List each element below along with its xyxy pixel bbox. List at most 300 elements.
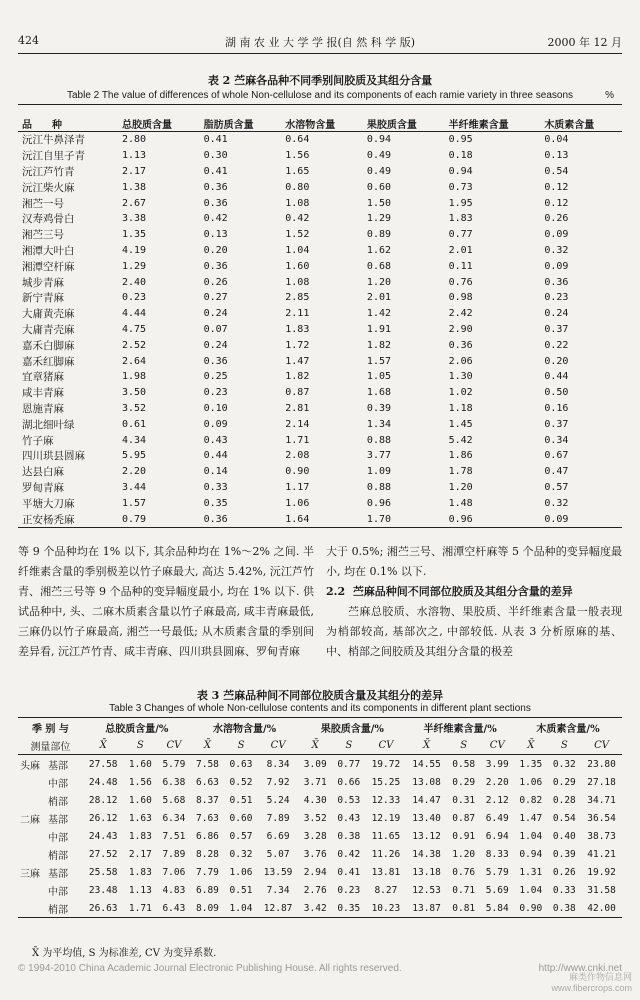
value-cell: 3.42 xyxy=(298,899,332,918)
value-cell: 0.58 xyxy=(452,758,476,770)
value-cell: 4.34 xyxy=(121,434,147,446)
table-row xyxy=(18,322,622,338)
variety-name-cell: 湘潭大叶白 xyxy=(22,244,75,257)
stat-label: X̄ xyxy=(406,736,447,755)
section-number: 2.2 xyxy=(326,585,346,598)
table2-header-row xyxy=(18,116,622,132)
variety-name-cell: 大庸黄壳麻 xyxy=(22,308,75,321)
value-cell: 10.23 xyxy=(366,899,407,918)
value-cell: 0.52 xyxy=(229,776,253,788)
table3-row-header: 测量部位 xyxy=(18,736,83,755)
value-cell: 0.29 xyxy=(552,776,576,788)
table-row xyxy=(18,385,622,401)
copyright-text: © 1994-2010 China Academic Journal Electronic Publishing House. All rights reserved. xyxy=(18,963,402,974)
value-cell: 0.13 xyxy=(203,229,228,241)
value-cell: 3.50 xyxy=(121,387,147,399)
value-cell: 0.76 xyxy=(448,276,473,288)
value-cell: 28.12 xyxy=(88,794,118,806)
table-row xyxy=(18,448,622,464)
stat-label: X̄ xyxy=(83,736,124,755)
value-cell: 1.09 xyxy=(366,466,392,478)
variety-name-cell: 平塘大刀麻 xyxy=(22,497,75,510)
value-cell: 1.48 xyxy=(448,497,473,509)
table3-body xyxy=(18,755,622,918)
value-cell: 13.08 xyxy=(412,776,441,788)
part-label: 中部 xyxy=(48,778,68,790)
value-cell: 1.83 xyxy=(285,323,310,335)
value-cell: 3.44 xyxy=(121,481,147,493)
value-cell: 2.52 xyxy=(121,339,147,351)
value-cell: 7.79 xyxy=(196,866,219,878)
footer-url: http://www.cnki.net xyxy=(538,963,622,974)
table3-group-header: 木质素含量/% xyxy=(514,718,622,737)
value-cell: 1.20 xyxy=(452,848,476,860)
value-cell: 2.42 xyxy=(448,308,473,320)
value-cell: 3.52 xyxy=(303,812,327,824)
value-cell: 14.38 xyxy=(412,848,441,860)
value-cell: 0.43 xyxy=(337,812,361,824)
value-cell: 0.36 xyxy=(203,197,228,209)
value-cell: 0.32 xyxy=(552,758,576,770)
value-cell: 0.90 xyxy=(514,899,548,918)
stat-label: CV xyxy=(366,736,407,755)
value-cell: 2.12 xyxy=(485,794,509,806)
season-label: 二麻 xyxy=(20,814,40,826)
value-cell: 1.17 xyxy=(285,481,310,493)
value-cell: 1.45 xyxy=(448,418,473,430)
value-cell: 13.59 xyxy=(263,866,293,878)
table2-unit: % xyxy=(605,90,614,101)
value-cell: 0.09 xyxy=(540,511,622,527)
value-cell: 0.57 xyxy=(229,830,253,842)
value-cell: 0.36 xyxy=(203,181,228,193)
table3-group-header: 半纤维素含量/% xyxy=(406,718,514,737)
value-cell: 5.95 xyxy=(121,450,147,462)
value-cell: 6.34 xyxy=(162,812,186,824)
value-cell: 0.63 xyxy=(229,758,253,770)
value-cell: 0.53 xyxy=(337,794,361,806)
value-cell: 0.35 xyxy=(203,497,228,509)
value-cell: 1.04 xyxy=(285,244,310,256)
table2-col-header: 半纤维素含量 xyxy=(445,116,541,132)
part-label: 中部 xyxy=(48,832,68,844)
value-cell: 0.49 xyxy=(366,165,392,177)
value-cell: 1.05 xyxy=(366,371,392,383)
value-cell: 13.12 xyxy=(412,830,441,842)
value-cell: 1.64 xyxy=(281,511,363,527)
table3-group-header: 总胶质含量/% xyxy=(83,718,191,737)
value-cell: 1.29 xyxy=(121,260,147,272)
paragraph: 苎麻总胶质、水溶物、果胶质、半纤维素含量一般表现为梢部较高, 基部次之, 中部较低. 从表 3 分析原麻的基、中、梢部之间胶质及其组分含量的极差 xyxy=(326,605,622,658)
body-text-left xyxy=(18,542,314,662)
table-row xyxy=(18,511,622,527)
value-cell: 0.91 xyxy=(452,830,476,842)
value-cell: 1.29 xyxy=(366,213,392,225)
value-cell: 12.53 xyxy=(412,884,441,896)
section-label-cell xyxy=(18,809,83,827)
value-cell: 42.00 xyxy=(581,899,622,918)
value-cell: 4.19 xyxy=(121,244,147,256)
value-cell: 0.09 xyxy=(544,260,569,272)
value-cell: 24.43 xyxy=(88,830,118,842)
variety-name-cell: 湘潭空杆麻 xyxy=(22,260,75,273)
value-cell: 1.47 xyxy=(519,812,543,824)
value-cell: 0.88 xyxy=(366,434,392,446)
value-cell: 0.57 xyxy=(544,481,569,493)
stat-label: S xyxy=(447,736,481,755)
value-cell: 0.11 xyxy=(448,260,473,272)
value-cell: 1.20 xyxy=(448,481,473,493)
value-cell: 6.94 xyxy=(485,830,509,842)
value-cell: 0.25 xyxy=(203,371,228,383)
table-row xyxy=(18,480,622,496)
body-text-right xyxy=(326,542,622,662)
value-cell: 1.60 xyxy=(128,758,152,770)
value-cell: 12.19 xyxy=(371,812,401,824)
value-cell: 11.65 xyxy=(371,830,401,842)
value-cell: 13.40 xyxy=(412,812,441,824)
value-cell: 0.24 xyxy=(544,308,569,320)
page-number: 424 xyxy=(18,34,39,47)
value-cell: 0.68 xyxy=(366,260,392,272)
value-cell: 0.80 xyxy=(285,181,310,193)
value-cell: 0.88 xyxy=(366,481,392,493)
value-cell: 8.37 xyxy=(196,794,219,806)
section-heading xyxy=(326,582,622,602)
stat-label: S xyxy=(332,736,366,755)
value-cell: 0.96 xyxy=(445,511,541,527)
value-cell: 0.09 xyxy=(203,418,228,430)
value-cell: 1.83 xyxy=(128,866,152,878)
table-row xyxy=(18,827,622,845)
value-cell: 1.52 xyxy=(285,229,310,241)
value-cell: 1.38 xyxy=(121,181,147,193)
value-cell: 5.79 xyxy=(162,758,186,770)
value-cell: 0.36 xyxy=(203,260,228,272)
value-cell: 2.01 xyxy=(366,292,392,304)
value-cell: 0.96 xyxy=(366,497,392,509)
value-cell: 0.37 xyxy=(544,323,569,335)
table-row xyxy=(18,809,622,827)
value-cell: 0.32 xyxy=(544,497,569,509)
value-cell: 0.13 xyxy=(544,150,569,162)
value-cell: 1.35 xyxy=(121,229,147,241)
value-cell: 6.86 xyxy=(196,830,219,842)
stat-label: S xyxy=(224,736,258,755)
value-cell: 7.89 xyxy=(266,812,290,824)
value-cell: 2.67 xyxy=(121,197,147,209)
value-cell: 0.41 xyxy=(337,866,361,878)
table3-stat-header-row xyxy=(18,736,622,755)
value-cell: 0.26 xyxy=(552,866,576,878)
section-label-cell xyxy=(18,791,83,809)
part-label: 基部 xyxy=(48,814,68,826)
value-cell: 13.81 xyxy=(371,866,401,878)
table-row xyxy=(18,845,622,863)
value-cell: 1.56 xyxy=(285,150,310,162)
value-cell: 1.18 xyxy=(448,402,473,414)
value-cell: 1.63 xyxy=(128,812,152,824)
value-cell: 0.82 xyxy=(519,794,543,806)
value-cell: 2.90 xyxy=(448,323,473,335)
table-row xyxy=(18,881,622,899)
value-cell: 5.07 xyxy=(266,848,290,860)
value-cell: 0.26 xyxy=(544,213,569,225)
part-label: 中部 xyxy=(48,886,68,898)
value-cell: 1.70 xyxy=(363,511,445,527)
table-row xyxy=(18,211,622,227)
section-label-cell xyxy=(18,863,83,881)
stat-label: CV xyxy=(480,736,514,755)
value-cell: 7.51 xyxy=(162,830,186,842)
table2-col-header: 脂肪质含量 xyxy=(200,116,282,132)
table2-title-en xyxy=(18,90,622,101)
value-cell: 19.72 xyxy=(371,758,401,770)
part-label: 基部 xyxy=(48,868,68,880)
value-cell: 14.47 xyxy=(412,794,441,806)
value-cell: 1.72 xyxy=(285,339,310,351)
value-cell: 5.84 xyxy=(480,899,514,918)
running-header xyxy=(18,34,622,52)
value-cell: 2.20 xyxy=(485,776,509,788)
value-cell: 3.09 xyxy=(303,758,327,770)
value-cell: 0.79 xyxy=(118,511,200,527)
watermark-line: www.fibercrops.com xyxy=(551,983,632,993)
value-cell: 1.83 xyxy=(128,830,152,842)
value-cell: 1.35 xyxy=(519,758,543,770)
value-cell: 0.23 xyxy=(203,387,228,399)
value-cell: 0.42 xyxy=(203,213,228,225)
value-cell: 0.49 xyxy=(366,150,392,162)
value-cell: 6.89 xyxy=(196,884,219,896)
value-cell: 0.36 xyxy=(203,355,228,367)
table-row xyxy=(18,227,622,243)
value-cell: 4.44 xyxy=(121,308,147,320)
value-cell: 0.38 xyxy=(337,830,361,842)
value-cell: 0.22 xyxy=(544,339,569,351)
value-cell: 1.31 xyxy=(519,866,543,878)
value-cell: 0.42 xyxy=(337,848,361,860)
value-cell: 0.14 xyxy=(203,466,228,478)
value-cell: 2.80 xyxy=(121,134,147,146)
watermark xyxy=(551,972,632,994)
table-row xyxy=(18,863,622,881)
table-row xyxy=(18,495,622,511)
value-cell: 2.40 xyxy=(121,276,147,288)
value-cell: 2.08 xyxy=(285,450,310,462)
variety-name-cell: 宜章猪麻 xyxy=(22,371,64,384)
value-cell: 0.30 xyxy=(203,150,228,162)
value-cell: 0.39 xyxy=(552,848,576,860)
variety-name-cell: 汉寿鸡骨白 xyxy=(22,213,75,226)
value-cell: 0.32 xyxy=(544,244,569,256)
value-cell: 0.34 xyxy=(544,434,569,446)
value-cell: 1.65 xyxy=(285,165,310,177)
value-cell: 0.77 xyxy=(337,758,361,770)
value-cell: 0.81 xyxy=(447,899,481,918)
value-cell: 0.23 xyxy=(544,292,569,304)
section-label-cell xyxy=(18,899,83,918)
value-cell: 0.60 xyxy=(366,181,392,193)
value-cell: 1.04 xyxy=(519,884,543,896)
value-cell: 6.49 xyxy=(485,812,509,824)
variety-name-cell: 沅江牛鼻泽青 xyxy=(22,134,85,147)
value-cell: 0.77 xyxy=(448,229,473,241)
value-cell: 0.07 xyxy=(203,323,228,335)
value-cell: 0.94 xyxy=(448,165,473,177)
value-cell: 0.24 xyxy=(203,308,228,320)
value-cell: 5.79 xyxy=(485,866,509,878)
value-cell: 1.57 xyxy=(121,497,147,509)
part-label: 梢部 xyxy=(48,796,68,808)
table-row xyxy=(18,432,622,448)
table-row xyxy=(18,899,622,918)
value-cell: 0.23 xyxy=(337,884,361,896)
table2-body xyxy=(18,132,622,528)
value-cell: 0.37 xyxy=(544,418,569,430)
stat-label: X̄ xyxy=(191,736,225,755)
value-cell: 2.94 xyxy=(303,866,327,878)
section-title: 苎麻品种间不同部位胶质及其组分含量的差异 xyxy=(352,585,573,598)
value-cell: 2.81 xyxy=(285,402,310,414)
value-cell: 19.92 xyxy=(587,866,616,878)
section-label-cell xyxy=(18,881,83,899)
value-cell: 0.09 xyxy=(544,229,569,241)
value-cell: 3.71 xyxy=(303,776,327,788)
season-label: 三麻 xyxy=(20,868,40,880)
value-cell: 34.71 xyxy=(587,794,616,806)
value-cell: 2.85 xyxy=(285,292,310,304)
value-cell: 11.26 xyxy=(371,848,401,860)
table2-col-header: 木质素含量 xyxy=(540,116,622,132)
value-cell: 0.32 xyxy=(229,848,253,860)
variety-name-cell: 竹子麻 xyxy=(22,434,54,447)
value-cell: 8.28 xyxy=(196,848,219,860)
value-cell: 0.36 xyxy=(544,276,569,288)
table3-title-cn: 表 3 苎麻品种间不同部位胶质含量及其组分的差异 xyxy=(196,689,444,702)
value-cell: 0.54 xyxy=(552,812,576,824)
value-cell: 36.54 xyxy=(587,812,616,824)
watermark-line: 麻类作物信息网 xyxy=(568,972,632,982)
value-cell: 1.71 xyxy=(285,434,310,446)
value-cell: 23.48 xyxy=(88,884,118,896)
value-cell: 1.04 xyxy=(224,899,258,918)
variety-name-cell: 沅江芦竹青 xyxy=(22,165,75,178)
value-cell: 0.27 xyxy=(203,292,228,304)
value-cell: 1.06 xyxy=(285,497,310,509)
variety-name-cell: 沅江自里子青 xyxy=(22,150,85,163)
value-cell: 5.69 xyxy=(485,884,509,896)
paragraph: 大于 0.5%; 湘苎三号、湘潭空杆麻等 5 个品种的变异幅度最小, 均在 0.1% 以下. xyxy=(326,545,622,578)
value-cell: 3.99 xyxy=(485,758,509,770)
value-cell: 1.20 xyxy=(366,276,392,288)
issue-date: 2000 年 12 月 xyxy=(547,36,622,49)
value-cell: 0.87 xyxy=(452,812,476,824)
value-cell: 4.75 xyxy=(121,323,147,335)
table3-group-header-row xyxy=(18,718,622,737)
stat-label: S xyxy=(548,736,582,755)
table-row xyxy=(18,791,622,809)
value-cell: 26.63 xyxy=(83,899,124,918)
value-cell: 0.39 xyxy=(366,402,392,414)
value-cell: 2.11 xyxy=(285,308,310,320)
table2-title-cn: 表 2 苎麻各品种不同季别间胶质及其组分含量 xyxy=(207,74,433,87)
value-cell: 0.24 xyxy=(203,339,228,351)
table-row xyxy=(18,755,622,774)
value-cell: 5.68 xyxy=(162,794,186,806)
value-cell: 0.31 xyxy=(452,794,476,806)
value-cell: 7.63 xyxy=(196,812,219,824)
value-cell: 13.87 xyxy=(406,899,447,918)
value-cell: 38.73 xyxy=(587,830,616,842)
value-cell: 5.42 xyxy=(448,434,473,446)
table2-col-header: 总胶质含量 xyxy=(118,116,200,132)
table2-col-header: 品 种 xyxy=(18,116,118,132)
journal-title: 湖 南 农 业 大 学 学 报(自 然 科 学 版) xyxy=(224,36,416,49)
value-cell: 3.28 xyxy=(303,830,327,842)
variety-name-cell: 正安杨秃麻 xyxy=(18,511,118,527)
value-cell: 1.30 xyxy=(448,371,473,383)
value-cell: 1.04 xyxy=(519,830,543,842)
value-cell: 0.51 xyxy=(229,884,253,896)
value-cell: 0.94 xyxy=(366,134,392,146)
table-row xyxy=(18,369,622,385)
variety-name-cell: 达县白麻 xyxy=(22,466,64,479)
stat-label: X̄ xyxy=(514,736,548,755)
value-cell: 2.17 xyxy=(128,848,152,860)
value-cell: 0.40 xyxy=(552,830,576,842)
value-cell: 12.33 xyxy=(371,794,401,806)
value-cell: 3.77 xyxy=(366,450,392,462)
value-cell: 7.92 xyxy=(266,776,290,788)
value-cell: 7.34 xyxy=(266,884,290,896)
value-cell: 0.41 xyxy=(203,134,228,146)
value-cell: 0.36 xyxy=(448,339,473,351)
value-cell: 0.64 xyxy=(285,134,310,146)
value-cell: 0.44 xyxy=(203,450,228,462)
value-cell: 1.56 xyxy=(128,776,152,788)
value-cell: 1.60 xyxy=(128,794,152,806)
value-cell: 5.24 xyxy=(266,794,290,806)
table-row xyxy=(18,258,622,274)
value-cell: 1.82 xyxy=(366,339,392,351)
value-cell: 2.20 xyxy=(121,466,147,478)
value-cell: 0.98 xyxy=(448,292,473,304)
table-row xyxy=(18,243,622,259)
value-cell: 0.66 xyxy=(337,776,361,788)
value-cell: 1.91 xyxy=(366,323,392,335)
value-cell: 1.06 xyxy=(229,866,253,878)
value-cell: 0.28 xyxy=(552,794,576,806)
table2 xyxy=(18,116,622,528)
stat-label: S xyxy=(124,736,158,755)
value-cell: 0.73 xyxy=(448,181,473,193)
table-row xyxy=(18,353,622,369)
value-cell: 1.47 xyxy=(285,355,310,367)
value-cell: 1.60 xyxy=(285,260,310,272)
section-label-cell xyxy=(18,755,83,774)
table-row xyxy=(18,401,622,417)
table-row xyxy=(18,148,622,164)
section-label-cell xyxy=(18,773,83,791)
value-cell: 0.38 xyxy=(548,899,582,918)
value-cell: 24.48 xyxy=(88,776,118,788)
value-cell: 6.63 xyxy=(196,776,219,788)
value-cell: 27.18 xyxy=(587,776,616,788)
value-cell: 3.52 xyxy=(121,402,147,414)
value-cell: 0.35 xyxy=(332,899,366,918)
value-cell: 4.83 xyxy=(162,884,186,896)
